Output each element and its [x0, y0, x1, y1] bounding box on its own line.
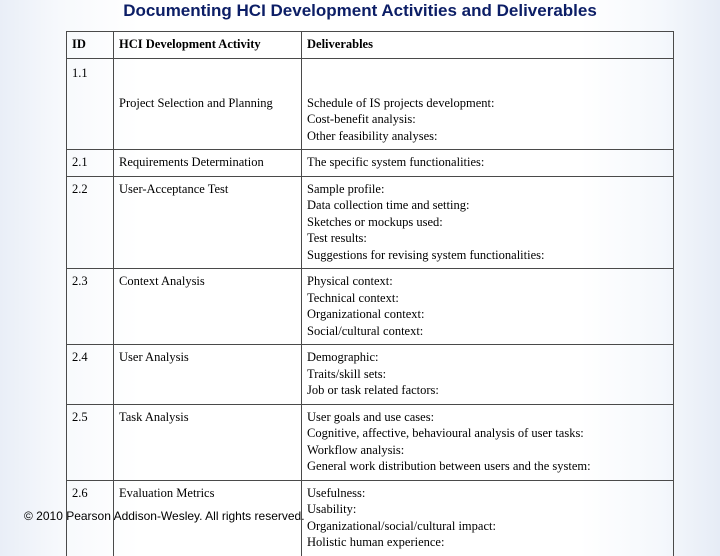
- deliverable-item: Physical context:: [307, 274, 393, 288]
- table-row: [67, 150, 674, 177]
- hci-activities-table: [66, 31, 674, 556]
- deliverable-item: Sketches or mockups used:: [307, 214, 443, 229]
- deliverable-item: Test results:: [307, 231, 367, 245]
- table-row: [67, 89, 674, 150]
- row-id: 2.3: [67, 269, 114, 345]
- row-spacer: [302, 58, 674, 89]
- deliverable-item: Usefulness:: [307, 485, 366, 500]
- deliverable-item: Data collection time and setting:: [307, 198, 470, 212]
- row-activity: Project Selection and Planning: [114, 89, 302, 150]
- table-row: [67, 58, 674, 89]
- deliverable-item: Workflow analysis:: [307, 442, 405, 457]
- table-row: [67, 404, 674, 480]
- slide-title: Documenting HCI Development Activities and Deliverables: [123, 1, 597, 20]
- row-id: 2.4: [67, 345, 114, 405]
- deliverable-item: Job or task related factors:: [307, 383, 439, 397]
- deliverable-item: Demographic:: [307, 350, 379, 364]
- row-deliverables: [302, 345, 674, 405]
- table-row: [67, 345, 674, 405]
- header-deliverables: Deliverables: [302, 32, 674, 59]
- row-spacer: [114, 58, 302, 89]
- row-id: 2.5: [67, 404, 114, 480]
- deliverable-item: Social/cultural context:: [307, 323, 424, 338]
- deliverable-item: Traits/skill sets:: [307, 366, 387, 381]
- header-activity: HCI Development Activity: [114, 32, 302, 59]
- table-header-row: [67, 32, 674, 59]
- row-deliverables: [302, 176, 674, 269]
- deliverable-item: Cognitive, affective, behavioural analysis of user tasks:: [307, 426, 584, 440]
- row-activity: Context Analysis: [114, 269, 302, 345]
- deliverable-item: Other feasibility analyses:: [307, 128, 438, 143]
- row-activity: Evaluation Metrics: [114, 480, 302, 556]
- deliverable-item: General work distribution between users and the system:: [307, 459, 591, 473]
- copyright-footer: © 2010 Pearson Addison-Wesley. All rights reserved.: [24, 509, 305, 523]
- deliverable-item: Organizational/social/cultural impact:: [307, 518, 496, 533]
- row-id: 2.1: [67, 150, 114, 177]
- deliverable-item: Technical context:: [307, 290, 399, 305]
- row-activity: Requirements Determination: [114, 150, 302, 177]
- deliverable-item: Sample profile:: [307, 181, 385, 196]
- row-spacer: [67, 89, 114, 150]
- table-row: [67, 269, 674, 345]
- deliverable-item: Suggestions for revising system functionalities:: [307, 247, 545, 262]
- row-activity: User Analysis: [114, 345, 302, 405]
- deliverable-item: Usability:: [307, 502, 357, 516]
- table-row: [67, 176, 674, 269]
- row-deliverables: [302, 89, 674, 150]
- row-deliverables: [302, 404, 674, 480]
- deliverable-item: Schedule of IS projects development:: [307, 95, 495, 110]
- row-deliverables: [302, 150, 674, 177]
- deliverable-item: Holistic human experience:: [307, 535, 445, 549]
- deliverable-item: Organizational context:: [307, 307, 425, 321]
- deliverable-item: The specific system functionalities:: [307, 155, 485, 169]
- deliverable-item: User goals and use cases:: [307, 409, 435, 424]
- row-id: 1.1: [67, 58, 114, 89]
- header-id: ID: [67, 32, 114, 59]
- row-activity: User-Acceptance Test: [114, 176, 302, 269]
- deliverable-item: Cost-benefit analysis:: [307, 112, 416, 126]
- row-id: 2.6: [67, 480, 114, 556]
- row-deliverables: [302, 480, 674, 556]
- row-activity: Task Analysis: [114, 404, 302, 480]
- row-deliverables: [302, 269, 674, 345]
- row-id: 2.2: [67, 176, 114, 269]
